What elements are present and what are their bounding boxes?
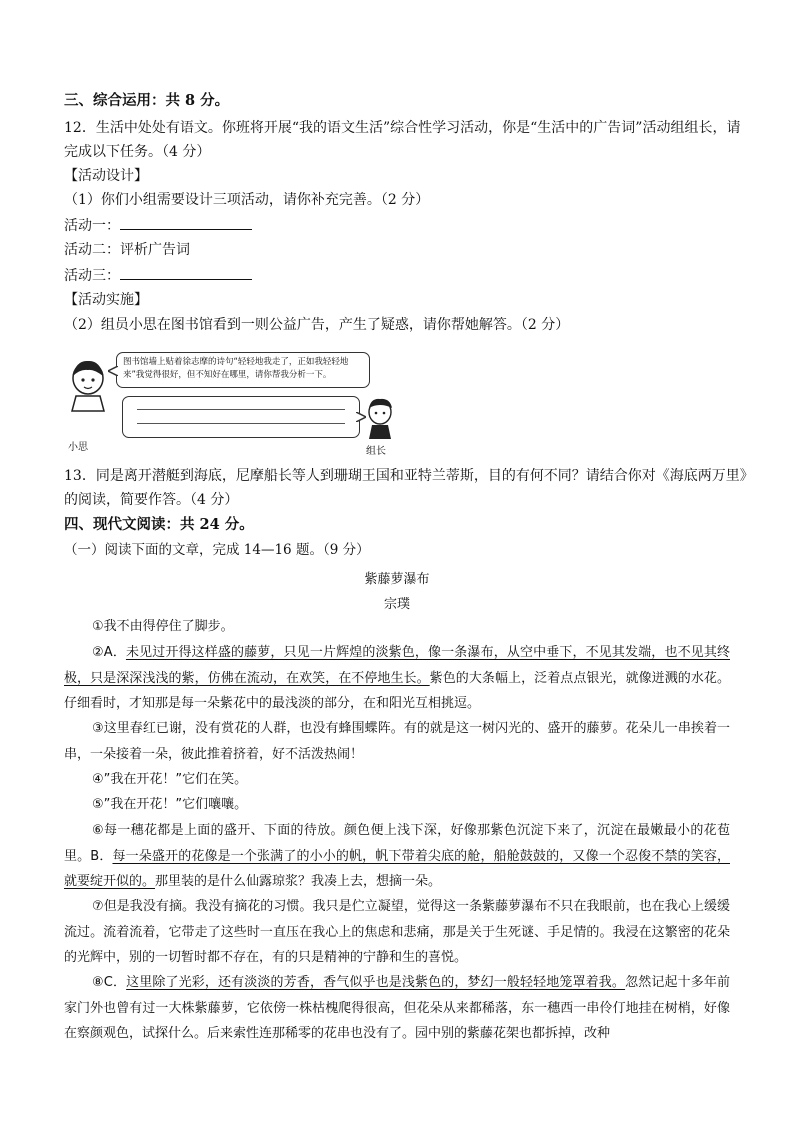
paragraph-1: ①我不由得停住了脚步。 bbox=[92, 619, 234, 634]
p6-rest: 那里装的是什么仙露琼浆？我凑上去，想摘一朵。 bbox=[155, 874, 442, 889]
activity-design-label: 【活动设计】 bbox=[64, 168, 148, 184]
activity-2-row: 活动二：评析广告词 bbox=[64, 242, 190, 258]
paragraph-2 bbox=[64, 640, 730, 717]
activity-impl-label: 【活动实施】 bbox=[64, 292, 148, 308]
activity-1-blank[interactable] bbox=[120, 215, 252, 230]
leader-avatar-icon bbox=[362, 396, 398, 440]
xiaosi-avatar-icon bbox=[64, 356, 112, 412]
p8-rest: 忽然记起十多年前家门外也曾有过一大株紫藤萝，它依傍一株枯槐爬得很高，但花朵从来都稀落，东一穗西一串伶仃地挂在树梢，好像在察颜观色，试探什么。后来索性连那稀零的花串也没有了。园中别的紫藤花架也都拆掉，改种 bbox=[64, 975, 730, 1041]
question-speech-bubble: 图书馆墙上贴着徐志摩的诗句“轻轻地我走了，正如我轻轻地来”我觉得很好，但不知好在哪里，请你帮我分析一下。 bbox=[116, 352, 370, 388]
paragraph-7: ⑦但是我没有摘。我没有摘花的习惯。我只是伫立凝望，觉得这一条紫藤萝瀑布不只在我眼前，也在我心上缓缓流过。流着流着，它带走了这些时一直压在我心上的焦虑和悲痛，那是关于生死谜、手足情的。我浸在这繁密的花朵的光辉中，别的一切暂时都不存在，有的只是精神的宁静和生的喜悦。 bbox=[64, 899, 730, 965]
paragraph-5: ⑤”我在开花！”它们嚷嚷。 bbox=[92, 797, 248, 812]
paragraph-6 bbox=[64, 818, 730, 895]
paragraph-4: ④”我在开花！”它们在笑。 bbox=[92, 772, 248, 787]
sub-question-1: （1）你们小组需要设计三项活动，请你补充完善。（2 分） bbox=[64, 192, 430, 208]
activity-3-blank[interactable] bbox=[120, 265, 252, 280]
q12-line1: 12．生活中处处有语文。你班将开展“我的语文生活”综合性学习活动，你是“生活中的广告词”活动组组长，请 bbox=[64, 120, 741, 136]
answer-speech-bubble[interactable] bbox=[122, 396, 360, 438]
part1-instruction: （一）阅读下面的文章，完成 14—16 题。（9 分） bbox=[64, 542, 370, 558]
dialogue-illustration bbox=[64, 350, 404, 458]
section4-heading: 四、现代文阅读：共 24 分。 bbox=[64, 516, 254, 533]
bubble-tail-icon bbox=[108, 366, 118, 376]
section3-heading: 三、综合运用：共 8 分。 bbox=[64, 92, 230, 109]
p8-label: ⑧C． bbox=[92, 975, 127, 990]
p6-underlined-sentence-b: 每一朵盛开的花像是一个张满了的小小的帆，帆下带着尖底的舱，船舱鼓鼓的，又像一个忍俊不禁的笑容，就要绽开似的。 bbox=[64, 848, 730, 889]
p2-label: ②A． bbox=[92, 645, 126, 660]
p2-rest: 紫色的大条幅上，泛着点点银光，就像迸溅的水花。仔细看时，才知那是每一朵紫花中的最浅淡的部分，在和阳光互相挑逗。 bbox=[64, 670, 730, 711]
activity-3-label: 活动三： bbox=[64, 268, 120, 284]
p8-underlined-sentence-c: 这里除了光彩，还有淡淡的芳香，香气似乎也是浅紫色的，梦幻一般轻轻地笼罩着我。 bbox=[126, 975, 626, 990]
activity-1-label: 活动一： bbox=[64, 218, 120, 234]
sub-question-2: （2）组员小思在图书馆看到一则公益广告，产生了疑惑，请你帮她解答。（2 分） bbox=[64, 317, 570, 333]
p2-underlined-sentence-a: 未见过开得这样盛的藤萝，只见一片辉煌的淡紫色，像一条瀑布，从空中垂下，不见其发端，也不见其终极，只是深深浅浅的紫，仿佛在流动，在欢笑，在不停地生长。 bbox=[64, 645, 730, 686]
activity-1-row bbox=[64, 215, 252, 236]
leader-label: 组长 bbox=[366, 446, 386, 457]
xiaosi-label: 小思 bbox=[68, 442, 88, 453]
q13-line2: 的阅读，简要作答。（4 分） bbox=[64, 492, 239, 508]
q13-line1: 13．同是离开潜艇到海底，尼摩船长等人到珊瑚王国和亚特兰蒂斯，目的有何不同？请结合你对《海底两万里》 bbox=[64, 468, 754, 484]
essay-title: 紫藤萝瀑布 bbox=[364, 572, 430, 587]
q12-line2: 完成以下任务。（4 分） bbox=[64, 144, 211, 160]
essay-author: 宗璞 bbox=[383, 597, 410, 612]
activity-3-row bbox=[64, 265, 252, 286]
paragraph-8 bbox=[64, 970, 730, 1047]
paragraph-3: ③这里春红已谢，没有赏花的人群，也没有蜂围蝶阵。有的就是这一树闪光的、盛开的藤萝。花朵儿一串挨着一串，一朵接着一朵，彼此推着挤着，好不活泼热闹！ bbox=[64, 721, 730, 762]
p6-text: ⑥每一穗花都是上面的盛开、下面的待放。颜色便上浅下深，好像那紫色沉淀下来了，沉淀在最嫩最小的花苞里。B． bbox=[64, 823, 730, 864]
